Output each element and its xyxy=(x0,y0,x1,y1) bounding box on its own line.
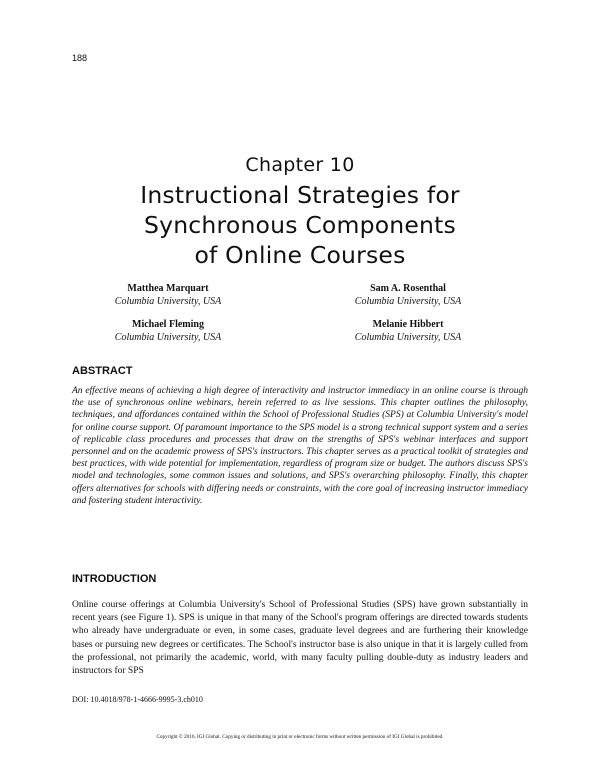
author-block xyxy=(308,282,508,308)
abstract-text: An effective means of achieving a high degree of interactivity and instructor immediacy in an online course is through the use of synchronous online webinars, herein referred to as live sessions. This chapter outlines the philosophy, techniques, and affordances contained within the School of Professional Studies (SPS) at Columbia University's model for online course support. Of paramount importance to the SPS model is a strong technical support system and a series of replicable class procedures and processes that draw on the strengths of SPS's webinar interfaces and support personnel and on the academic prowess of SPS's instructors. This chapter serves as a practical toolkit of strategies and best practices, with wide potential for implementation, regardless of program size or budget. The authors discuss SPS's model and technologies, some common issues and solutions, and SPS's overarching philosophy. Finally, this chapter offers alternatives for schools with differing needs or constraints, with the core goal of increasing instructor immediacy and fostering student interactivity. xyxy=(72,386,528,506)
author-name: Sam A. Rosenthal xyxy=(370,283,446,294)
author-name: Michael Fleming xyxy=(132,319,204,330)
author-affiliation: Columbia University, USA xyxy=(354,296,462,307)
author-name: Matthea Marquart xyxy=(127,283,209,294)
author-name: Melanie Hibbert xyxy=(372,319,444,330)
chapter-title xyxy=(60,180,540,270)
abstract-heading: ABSTRACT xyxy=(72,365,133,377)
title-line: Synchronous Components xyxy=(143,211,456,239)
introduction-heading: INTRODUCTION xyxy=(72,573,157,585)
title-line: of Online Courses xyxy=(194,241,406,269)
chapter-label: Chapter 10 xyxy=(245,154,355,176)
title-line: Instructional Strategies for xyxy=(140,181,460,209)
author-affiliation: Columbia University, USA xyxy=(354,332,462,343)
author-block xyxy=(68,318,268,344)
author-block xyxy=(68,282,268,308)
introduction-text: Online course offerings at Columbia University's School of Professional Studies (SPS) have grown substantially in recent years (see Figure 1). SPS is unique in that many of the School's program offerings are directed towards students who already have undergraduate or even, in some cases, graduate level degrees and are furthering their knowledge bases or pursuing new degrees or certificates. The School's instructor base is also unique in that it is largely culled from the professional, not primarily the academic, world, with many faculty pulling double-duty as industry leaders and instructors for SPS xyxy=(72,600,528,677)
doi-text: DOI: 10.4018/978-1-4666-9995-3.ch010 xyxy=(72,695,203,704)
author-affiliation: Columbia University, USA xyxy=(114,296,222,307)
author-affiliation: Columbia University, USA xyxy=(114,332,222,343)
author-block xyxy=(308,318,508,344)
copyright-notice: Copyright © 2016, IGI Global. Copying or distributing in print or electronic forms without written permission of IGI Global is prohibited. xyxy=(156,734,444,740)
page-number: 188 xyxy=(72,53,88,63)
